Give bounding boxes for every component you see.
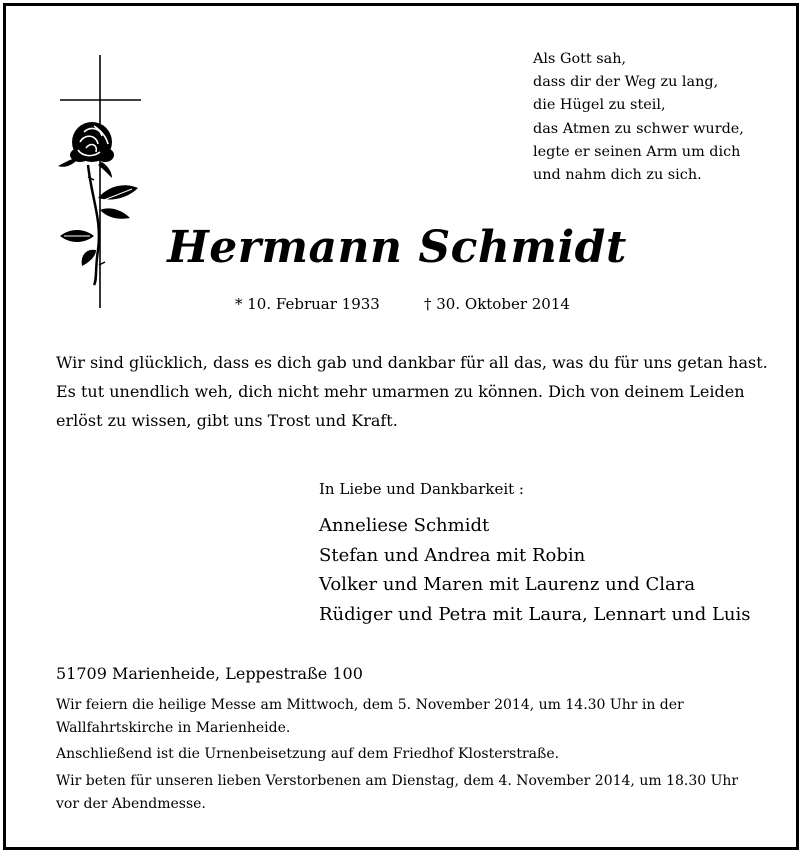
intro-line: erlöst zu wissen, gibt uns Trost und Kraft. (56, 411, 398, 430)
deceased-name-heading (0, 222, 800, 273)
burial-info-line: Anschließend ist die Urnenbeisetzung auf dem Friedhof Klosterstraße. (56, 746, 560, 762)
family-list (319, 511, 751, 629)
mass-info-line: Wir feiern die heilige Messe am Mittwoch, dem 5. November 2014, um 14.30 Uhr in der (56, 697, 684, 713)
cross-with-rose-icon (50, 50, 150, 315)
intro-text (56, 348, 768, 435)
intro-line: Wir sind glücklich, dass es dich gab und dankbar für all das, was du für uns getan hast. (56, 353, 768, 372)
intro-line: Es tut unendlich weh, dich nicht mehr umarmen zu können. Dich von deinem Leiden (56, 382, 745, 401)
prayer-info-line: Wir beten für unseren lieben Verstorbenen am Dienstag, dem 4. November 2014, um 18.30 Uhr (56, 773, 739, 789)
family-member: Stefan und Andrea mit Robin (319, 544, 586, 566)
poem-line: und nahm dich zu sich. (533, 167, 702, 184)
death-date: † 30. Oktober 2014 (424, 295, 570, 313)
mass-info-line: Wallfahrtskirche in Marienheide. (56, 720, 291, 736)
mass-info (56, 694, 740, 740)
prayer-info (56, 770, 740, 816)
birth-date: * 10. Februar 1933 (235, 295, 380, 313)
deceased-name: Hermann Schmidt (167, 222, 627, 273)
poem-line: die Hügel zu steil, (533, 97, 666, 114)
family-member: Volker und Maren mit Laurenz und Clara (319, 574, 696, 595)
prayer-info-line: vor der Abendmesse. (56, 796, 206, 812)
poem-line: legte er seinen Arm um dich (533, 143, 741, 160)
poem-line: das Atmen zu schwer wurde, (533, 120, 744, 137)
burial-info (56, 743, 740, 766)
address: 51709 Marienheide, Leppestraße 100 (56, 664, 363, 683)
poem-line: dass dir der Weg zu lang, (533, 74, 719, 91)
poem (533, 48, 744, 187)
family-member: Rüdiger und Petra mit Laura, Lennart und Luis (319, 603, 751, 625)
family-intro: In Liebe und Dankbarkeit : (319, 480, 524, 498)
poem-line: Als Gott sah, (533, 51, 627, 67)
family-member: Anneliese Schmidt (319, 515, 490, 536)
